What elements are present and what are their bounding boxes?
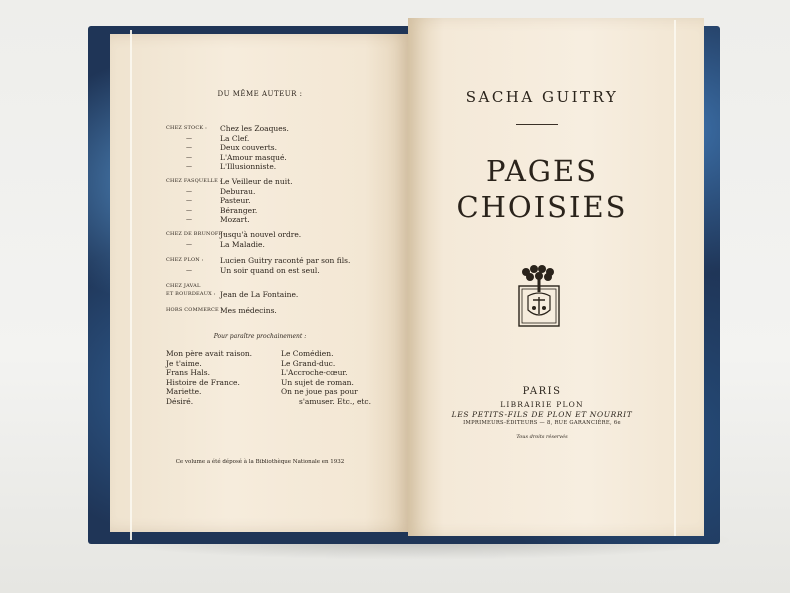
forthcoming-title: Mariette. — [166, 387, 202, 397]
book-title: Mozart. — [220, 215, 250, 225]
right-page — [408, 18, 704, 536]
forthcoming-title: Un sujet de roman. — [281, 377, 354, 387]
book-title: Mes médecins. — [220, 306, 277, 315]
book-title: Lucien Guitry raconté par son fils. — [220, 256, 351, 265]
author-name: SACHA GUITRY — [465, 88, 619, 106]
forthcoming-title: Frans Hals. — [166, 368, 210, 378]
left-page — [110, 34, 410, 532]
book-title: L'Amour masqué. — [220, 152, 287, 162]
forthcoming-title: Histoire de France. — [166, 377, 240, 387]
ditto-dash: — — [186, 216, 192, 224]
book-title-line-2: CHOISIES — [456, 190, 628, 224]
ditto-dash: — — [186, 197, 192, 205]
publisher-label: CHEZ STOCK : — [166, 125, 207, 131]
left-page-content — [110, 34, 410, 532]
book-title: Un soir quand on est seul. — [220, 265, 320, 275]
rights-notice: Tous droits réservés — [516, 434, 568, 440]
book-title-line-1: PAGES — [486, 154, 598, 188]
publisher-label: CHEZ FASQUELLE : — [166, 178, 222, 184]
imprint-city: PARIS — [522, 386, 562, 397]
book-title: Jean de La Fontaine. — [220, 290, 299, 299]
ditto-dash: — — [186, 240, 192, 248]
binding-thread-left — [130, 30, 132, 540]
forthcoming-title: Le Comédien. — [281, 349, 334, 358]
book-title: Jusqu'à nouvel ordre. — [220, 230, 302, 239]
book-title: Chez les Zoaques. — [220, 124, 289, 133]
ditto-dash: — — [186, 153, 192, 161]
forthcoming-title: s'amuser. Etc., etc. — [299, 396, 372, 406]
forthcoming-list-left — [166, 349, 252, 407]
ditto-dash: — — [186, 163, 192, 171]
binding-thread-right — [674, 20, 676, 536]
ditto-dash: — — [186, 187, 192, 195]
forthcoming-title: Le Grand-duc. — [281, 358, 336, 368]
ditto-dash: — — [186, 134, 192, 142]
divider-rule — [516, 124, 558, 125]
title-page — [408, 18, 704, 536]
book-title: Deburau. — [220, 186, 256, 196]
book-title: La Maladie. — [220, 239, 265, 249]
book-title: La Clef. — [220, 133, 250, 143]
book-title: Béranger. — [220, 205, 258, 215]
by-same-author-heading: DU MÊME AUTEUR : — [217, 90, 303, 98]
ditto-dash: — — [186, 266, 192, 274]
book-title: L'Illusionniste. — [220, 162, 277, 172]
forthcoming-title: On ne joue pas pour — [281, 387, 358, 397]
imprint-publisher-sub: LES PETITS-FILS DE PLON ET NOURRIT — [451, 410, 633, 419]
forthcoming-title: Mon père avait raison. — [166, 349, 253, 358]
publisher-label: CHEZ PLON : — [166, 257, 204, 263]
book-title: Le Veilleur de nuit. — [220, 177, 293, 186]
forthcoming-list-right — [281, 349, 371, 407]
ditto-dash: — — [186, 144, 192, 152]
book-title: Pasteur. — [220, 196, 251, 206]
ditto-dash: — — [186, 206, 192, 214]
forthcoming-title: Je t'aime. — [166, 358, 202, 368]
forthcoming-heading: Pour paraître prochainement : — [213, 333, 307, 340]
publisher-label: HORS COMMERCE : — [166, 307, 223, 313]
legal-deposit-note: Ce volume a été déposé à la Bibliothèque Nationale en 1932 — [175, 459, 345, 465]
imprint-printers: IMPRIMEURS-ÉDITEURS — 8, RUE GARANCIÈRE, 6e — [463, 420, 621, 426]
publisher-label: CHEZ JAVAL — [166, 283, 201, 289]
imprint-publisher: LIBRAIRIE PLON — [500, 400, 584, 409]
publisher-label: CHEZ DE BRUNOFF : — [166, 231, 226, 237]
publisher-label: ET BOURDEAUX : — [166, 291, 216, 297]
book-title: Deux couverts. — [220, 143, 277, 153]
publisher-emblem-icon — [516, 264, 562, 330]
forthcoming-title: Désiré. — [166, 396, 194, 406]
forthcoming-title: L'Accroche-cœur. — [281, 368, 348, 378]
